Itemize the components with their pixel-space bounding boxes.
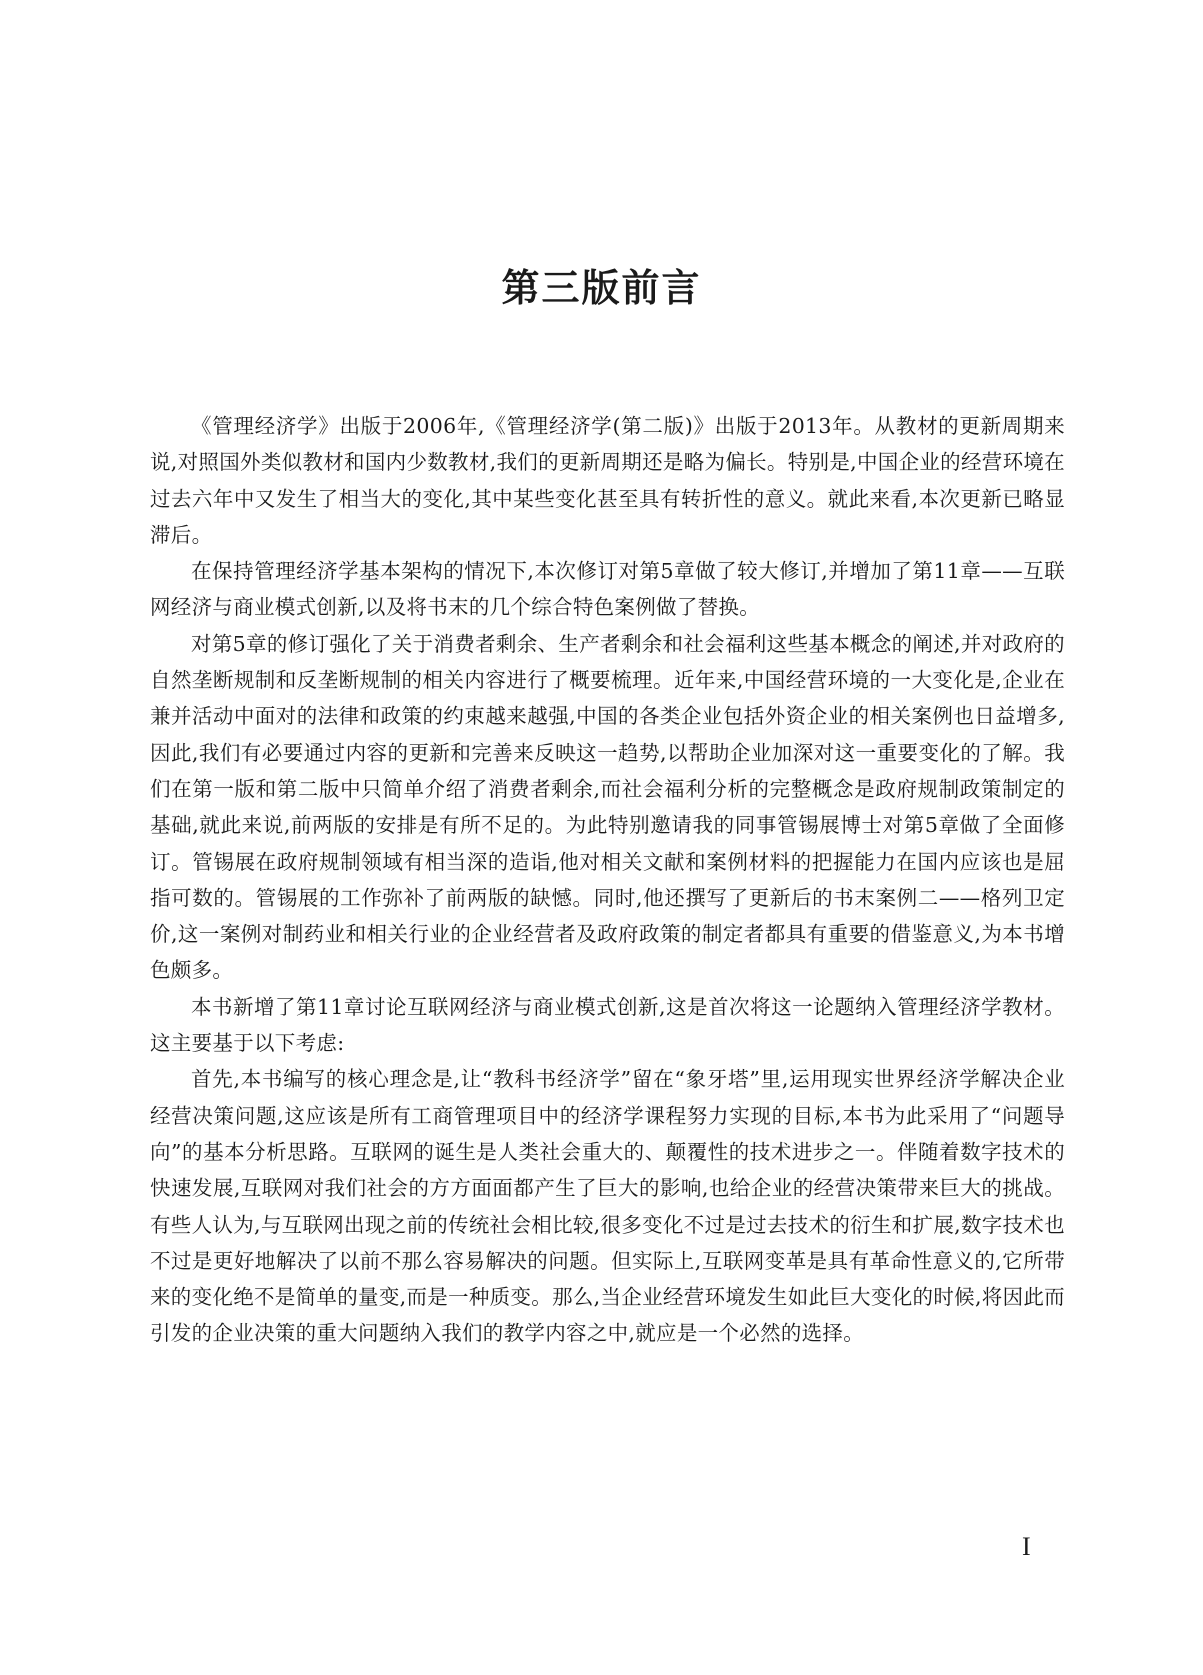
paragraph: 在保持管理经济学基本架构的情况下,本次修订对第5章做了较大修订,并增加了第11章——互联网经济与商业模式创新,以及将书末的几个综合特色案例做了替换。 <box>150 559 1065 620</box>
paragraph: 本书新增了第11章讨论互联网经济与商业模式创新,这是首次将这一论题纳入管理经济学教材。这主要基于以下考虑: <box>150 994 1065 1056</box>
page-title: 第三版前言 <box>501 266 702 310</box>
paragraph: 《管理经济学》出版于2006年,《管理经济学(第二版)》出版于2013年。从教材的更新周期来说,对照国外类似教材和国内少数教材,我们的更新周期还是略为偏长。特别是,中国企业的经营环境在过去六年中又发生了相当大的变化,其中某些变化甚至具有转折性的意义。就此来看,本次更新已略显滞后。 <box>150 414 1065 547</box>
paragraph: 对第5章的修订强化了关于消费者剩余、生产者剩余和社会福利这些基本概念的阐述,并对政府的自然垄断规制和反垄断规制的相关内容进行了概要梳理。近年来,中国经营环境的一大变化是,企业在兼并活动中面对的法律和政策的约束越来越强,中国的各类企业包括外资企业的相关案例也日益增多,因此,我们有必要通过内容的更新和完善来反映这一趋势,以帮助企业加深对这一重要变化的了解。我们在第一版和第二版中只简单介绍了消费者剩余,而社会福利分析的完整概念是政府规制政策制定的基础,就此来说,前两版的安排是有所不足的。为此特别邀请我的同事管锡展博士对第5章做了全面修订。管锡展在政府规制领域有相当深的造诣,他对相关文献和案例材料的把握能力在国内应该也是屈指可数的。管锡展的工作弥补了前两版的缺憾。同时,他还撰写了更新后的书末案例二——格列卫定价,这一案例对制药业和相关行业的企业经营者及政府政策的制定者都具有重要的借鉴意义,为本书增色颇多。 <box>150 631 1065 983</box>
page-number: I <box>1022 1532 1031 1561</box>
paragraph: 首先,本书编写的核心理念是,让“教科书经济学”留在“象牙塔”里,运用现实世界经济学解决企业经营决策问题,这应该是所有工商管理项目中的经济学课程努力实现的目标,本书为此采用了“问题导向”的基本分析思路。互联网的诞生是人类社会重大的、颠覆性的技术进步之一。伴随着数字技术的快速发展,互联网对我们社会的方方面面都产生了巨大的影响,也给企业的经营决策带来巨大的挑战。有些人认为,与互联网出现之前的传统社会相比较,很多变化不过是过去技术的衍生和扩展,数字技术也不过是更好地解决了以前不那么容易解决的问题。但实际上,互联网变革是具有革命性意义的,它所带来的变化绝不是简单的量变,而是一种质变。那么,当企业经营环境发生如此巨大变化的时候,将因此而引发的企业决策的重大问题纳入我们的教学内容之中,就应是一个必然的选择。 <box>150 1067 1065 1346</box>
body-text <box>150 408 1065 1352</box>
